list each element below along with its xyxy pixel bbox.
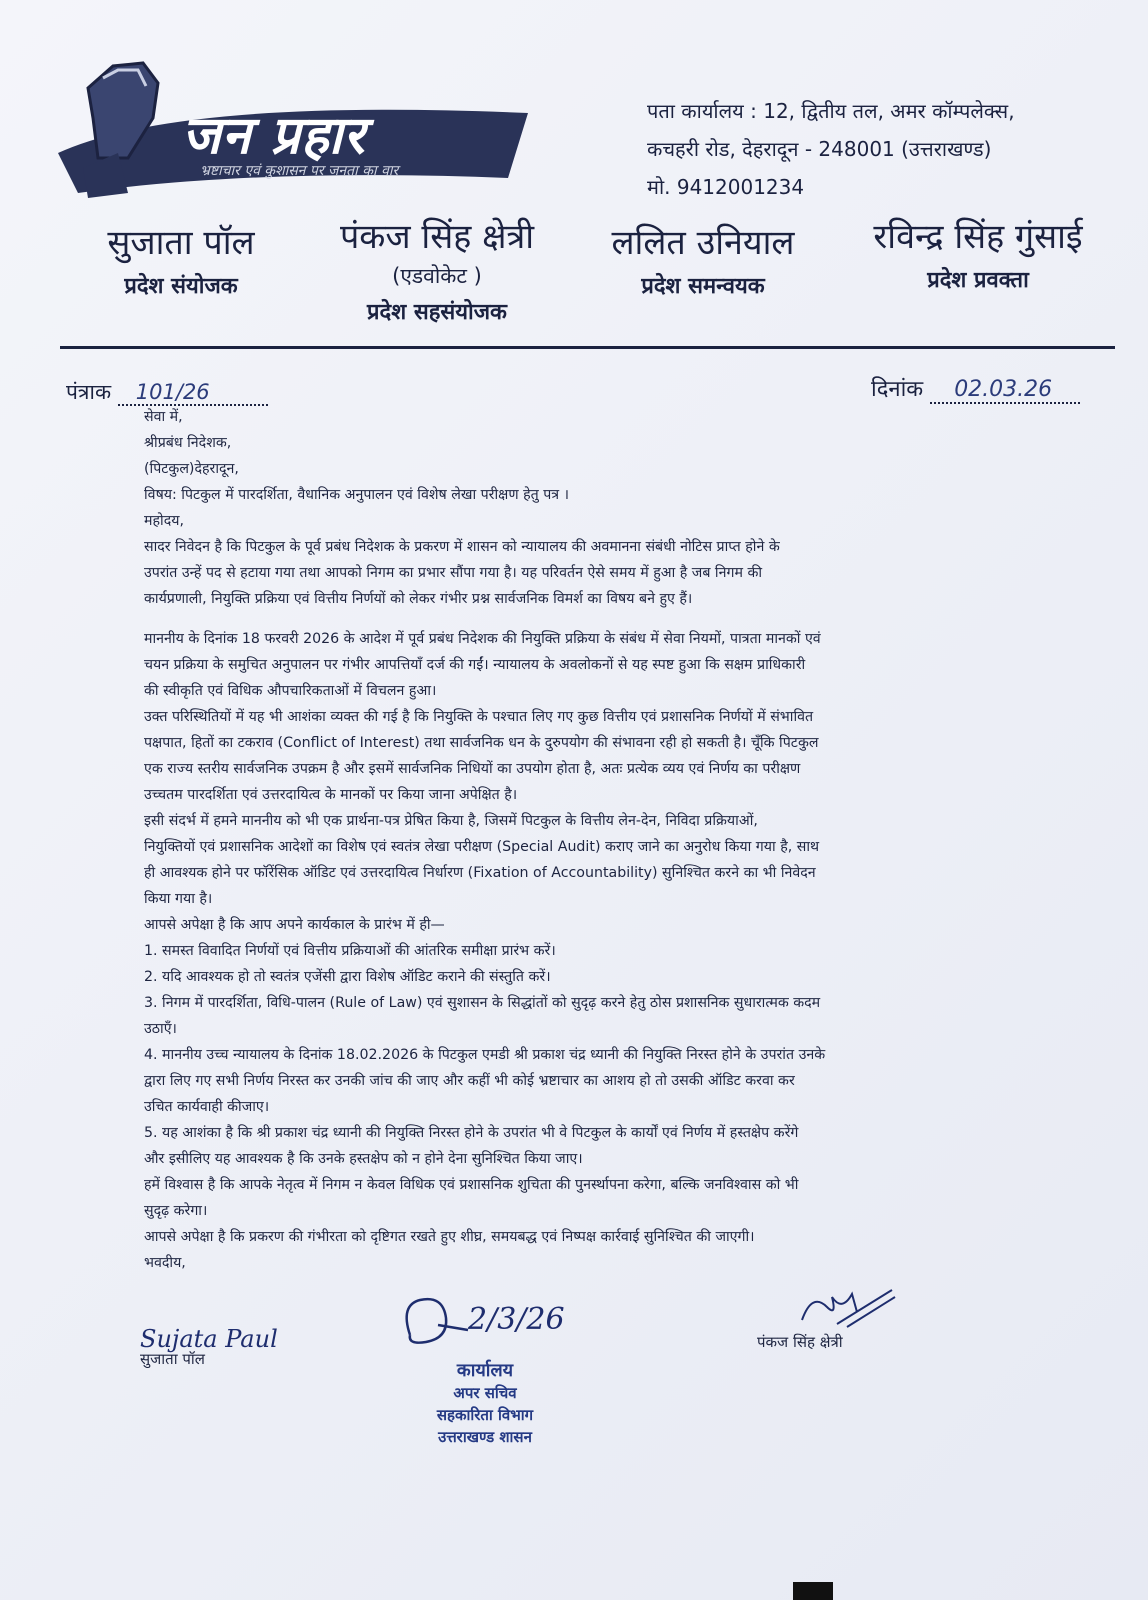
body-line: कार्यप्रणाली, नियुक्ति प्रक्रिया एवं वित्तीय निर्णयों को लेकर गंभीर प्रश्न सार्वजनिक विमर्श का विषय बने हुए हैं। <box>144 591 693 607</box>
list-item: उचित कार्यवाही कीजाए। <box>144 1099 270 1115</box>
logo-name: जन प्रहार <box>182 106 366 166</box>
phone-number: मो. 9412001234 <box>647 175 805 199</box>
date-label: दिनांक <box>871 377 924 402</box>
office-stamp <box>410 1360 560 1448</box>
signature-pankaj <box>757 1282 897 1351</box>
bearer-name: रविन्द्र सिंह गुंसाई <box>873 217 1083 257</box>
body-line: ही आवश्यक होने पर फॉरेंसिक ऑडिट एवं उत्तरदायित्व निर्धारण (Fixation of Accountability) सुनिश्चित करने का भी निवेदन <box>144 865 816 881</box>
bearer-designation: प्रदेश प्रवक्ता <box>927 268 1029 293</box>
body-line: किया गया है। <box>144 891 213 907</box>
list-item: उठाएँ। <box>144 1021 177 1037</box>
date-value: 02.03.26 <box>954 377 1053 402</box>
body-line: उच्चतम पारदर्शिता एवं उत्तरदायित्व के मानकों पर किया जाना अपेक्षित है। <box>144 787 518 803</box>
body-line: सादर निवेदन है कि पिटकुल के पूर्व प्रबंध निदेशक के प्रकरण में शासन को न्यायालय की अवमानना संबंधी नोटिस प्राप्त होने के <box>144 539 780 555</box>
recipient-line: सेवा में, <box>144 409 183 425</box>
bearer-designation: प्रदेश समन्वयक <box>641 274 765 299</box>
body-line: हमें विश्वास है कि आपके नेतृत्व में निगम न केवल विधिक एवं प्रशासनिक शुचिता की पुनर्स्थापना करेगा, बल्कि जनविश्वास को भी <box>144 1177 799 1193</box>
bearer-name: ललित उनियाल <box>611 223 795 263</box>
bearer-4 <box>848 212 1108 294</box>
stamp-line: सहकारिता विभाग <box>436 1406 534 1424</box>
list-item: 4. माननीय उच्च न्यायालय के दिनांक 18.02.2026 के पिटकुल एमडी श्री प्रकाश चंद्र ध्यानी की नियुक्ति निरस्त होने के उपरांत उनके <box>144 1047 826 1063</box>
body-line: उक्त परिस्थितियों में यह भी आशंका व्यक्त की गई है कि नियुक्ति के पश्चात लिए गए कुछ वित्तीय एवं प्रशासनिक निर्णयों में संभावित <box>144 709 814 725</box>
bearer-2 <box>312 212 562 326</box>
bearer-name: पंकज सिंह क्षेत्री <box>339 217 535 257</box>
stamp-line: उत्तराखण्ड शासन <box>438 1428 532 1446</box>
signatory-name: सुजाता पॉल <box>140 1350 205 1368</box>
address-line-2: कचहरी रोड, देहरादून - 248001 (उत्तराखण्ड) <box>647 137 992 161</box>
stamp-line: कार्यालय <box>456 1360 514 1381</box>
bearer-designation: प्रदेश संयोजक <box>124 274 238 299</box>
recipient-line: (पिटकुल)देहरादून, <box>144 461 239 477</box>
body-line: इसी संदर्भ में हमने माननीय को भी एक प्रार्थना-पत्र प्रेषित किया है, जिसमें पिटकुल के वित्तीय लेन-देन, निविदा प्रक्रियाओं, <box>144 813 758 829</box>
office-address <box>647 92 1015 206</box>
list-item: 3. निगम में पारदर्शिता, विधि-पालन (Rule of Law) एवं सुशासन के सिद्धांतों को सुदृढ़ करने हेतु ठोस प्रशासनिक सुधारात्मक कदम <box>144 995 821 1011</box>
bearer-qualification: (एडवोकेट ) <box>392 264 482 288</box>
body-line: की स्वीकृति एवं विधिक औपचारिकताओं में विचलन हुआ। <box>144 683 437 699</box>
list-item: 2. यदि आवश्यक हो तो स्वतंत्र एजेंसी द्वारा विशेष ऑडिट कराने की संस्तुति करें। <box>144 969 551 985</box>
address-line-1: पता कार्यालय : 12, द्वितीय तल, अमर कॉम्पलेक्स, <box>647 99 1015 123</box>
ref-label: पंत्राक <box>66 380 112 404</box>
letter-body <box>144 404 1069 1276</box>
body-line: एक राज्य स्तरीय सार्वजनिक उपक्रम है और इसमें सार्वजनिक निधियों का उपयोग होता है, अतः प्रत्येक व्यय एवं निर्णय का परीक्षण <box>144 761 801 777</box>
bearer-1 <box>86 218 276 300</box>
body-line: सुदृढ़ करेगा। <box>144 1203 208 1219</box>
salutation: महोदय, <box>144 513 184 529</box>
ref-value: 101/26 <box>135 380 210 404</box>
list-item: 5. यह आशंका है कि श्री प्रकाश चंद्र ध्यानी की नियुक्ति निरस्त होने के उपरांत भी वे पिटकुल के कार्यों एवं निर्णय में हस्तक्षेप करेंगे <box>144 1125 799 1141</box>
closing: भवदीय, <box>144 1255 186 1271</box>
bearer-designation: प्रदेश सहसंयोजक <box>367 300 507 325</box>
body-line: उपरांत उन्हें पद से हटाया गया तथा आपको निगम का प्रभार सौंपा गया है। यह परिवर्तन ऐसे समय में हुआ है जब निगम की <box>144 565 763 581</box>
subject-line: विषय: पिटकुल में पारदर्शिता, वैधानिक अनुपालन एवं विशेष लेखा परीक्षण हेतु पत्र । <box>144 487 570 503</box>
edge-mark <box>793 1582 833 1600</box>
jan-prahar-logo <box>58 58 528 208</box>
receiving-date: 2/3/26 <box>468 1302 565 1337</box>
list-item: 1. समस्त विवादित निर्णयों एवं वित्तीय प्रक्रियाओं की आंतरिक समीक्षा प्रारंभ करें। <box>144 943 556 959</box>
stamp-line: अपर सचिव <box>453 1384 517 1402</box>
bearer-3 <box>598 218 808 300</box>
signature-script: Sujata Paul <box>140 1325 278 1353</box>
recipient-line: श्रीप्रबंध निदेशक, <box>144 435 232 451</box>
signature-sujata-paul <box>140 1325 278 1369</box>
body-line: आपसे अपेक्षा है कि आप अपने कार्यकाल के प्रारंभ में ही— <box>144 917 445 933</box>
body-line: चयन प्रक्रिया के समुचित अनुपालन पर गंभीर आपत्तियाँ दर्ज की गईं। न्यायालय के अवलोकनों से यह स्पष्ट हुआ कि सक्षम प्राधिकारी <box>144 657 806 673</box>
receiving-signature <box>398 1290 598 1364</box>
logo-tagline: भ्रष्टाचार एवं कुशासन पर जनता का वार <box>200 163 399 179</box>
body-line: पक्षपात, हितों का टकराव (Conflict of Interest) तथा सार्वजनिक धन के दुरुपयोग की संभावना रही हो सकती है। चूँकि पिटकुल <box>144 735 819 751</box>
list-item: और इसीलिए यह आवश्यक है कि उनके हस्तक्षेप को न होने देना सुनिश्चित किया जाए। <box>144 1151 583 1167</box>
body-line: नियुक्तियों एवं प्रशासनिक आदेशों का विशेष एवं स्वतंत्र लेखा परीक्षण (Special Audit) कराए जाने का अनुरोध किया गया है, साथ <box>144 839 820 855</box>
letter-date <box>871 373 1080 404</box>
signatory-name: पंकज सिंह क्षेत्री <box>757 1333 843 1351</box>
list-item: द्वारा लिए गए सभी निर्णय निरस्त कर उनकी जांच की जाए और कहीं भी कोई भ्रष्टाचार का आशय हो तो उसकी ऑडिट करवा कर <box>144 1073 795 1089</box>
header-divider <box>60 346 1115 349</box>
body-line: माननीय के दिनांक 18 फरवरी 2026 के आदेश में पूर्व प्रबंध निदेशक की नियुक्ति प्रक्रिया के संबंध में सेवा नियमों, पात्रता मानकों एवं <box>144 631 821 647</box>
body-line: आपसे अपेक्षा है कि प्रकरण की गंभीरता को दृष्टिगत रखते हुए शीघ्र, समयबद्ध एवं निष्पक्ष कार्रवाई सुनिश्चित की जाएगी। <box>144 1229 755 1245</box>
handwritten-signature-icon <box>797 1282 897 1332</box>
reference-number <box>66 378 268 406</box>
bearer-name: सुजाता पॉल <box>107 223 255 263</box>
